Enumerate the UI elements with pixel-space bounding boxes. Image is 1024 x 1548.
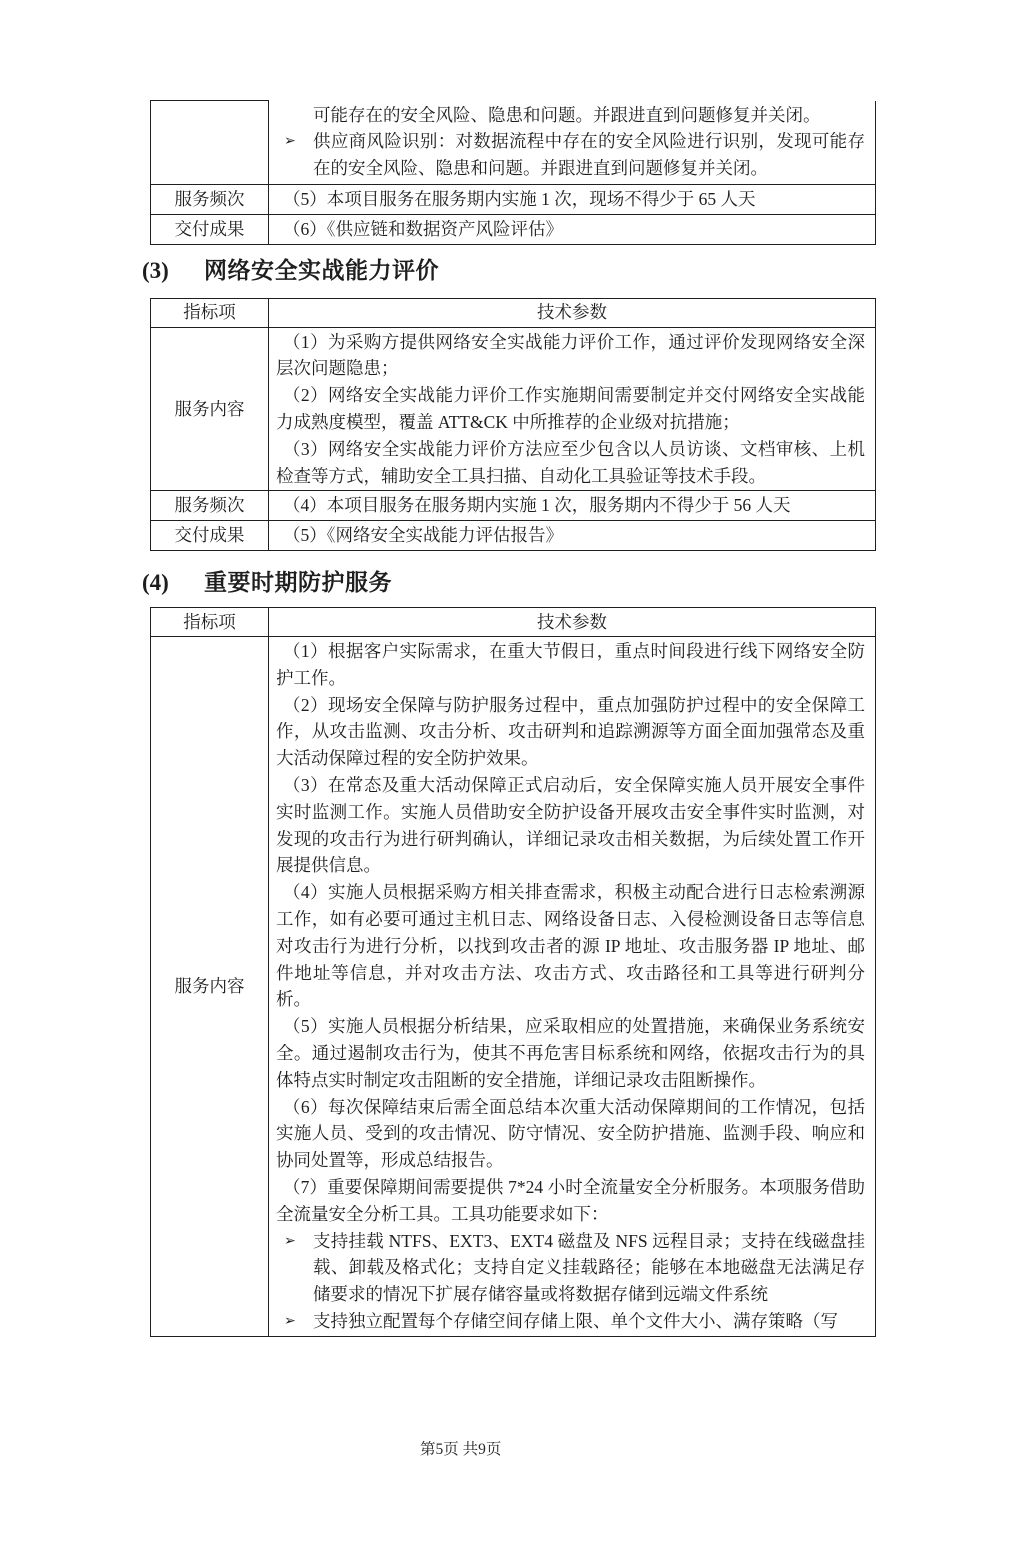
row-label: 服务频次 xyxy=(151,491,269,521)
table-row xyxy=(151,521,876,551)
service-content-cell xyxy=(269,636,876,1336)
deliverable-cell xyxy=(269,521,876,551)
row-label: 服务频次 xyxy=(151,185,269,215)
bullet-item xyxy=(276,128,865,182)
arrow-bullet-icon: ➢ xyxy=(284,1312,296,1329)
service-content-cell xyxy=(269,327,876,491)
section-4-heading xyxy=(142,568,1024,598)
table-supply-chain-risk xyxy=(150,100,876,245)
bullet-item xyxy=(276,1228,865,1308)
arrow-bullet-icon: ➢ xyxy=(284,133,296,150)
paragraph: （5）实施人员根据分析结果，应采取相应的处置措施，来确保业务系统安全。通过遏制攻击行为，使其不再危害目标系统和网络，依据攻击行为的具体特点实时制定攻击阻断的安全措施，详细记录攻击阻断操作。 xyxy=(276,1016,865,1090)
paragraph: （1）根据客户实际需求，在重大节假日，重点时间段进行线下网络安全防护工作。 xyxy=(276,640,865,688)
table-row xyxy=(151,636,876,1336)
section-number: (3) xyxy=(142,257,169,283)
bullet-item xyxy=(276,1308,865,1335)
table-row xyxy=(151,185,876,215)
section-3-heading xyxy=(142,256,1024,286)
deliverable-text: （5）《网络安全实战能力评估报告》 xyxy=(283,525,563,546)
continuation-text: 可能存在的安全风险、隐患和问题。并跟进直到问题修复并关闭。 xyxy=(313,104,821,125)
table-row xyxy=(151,214,876,244)
frequency-cell xyxy=(269,185,876,215)
table-combat-capability-evaluation xyxy=(150,298,876,551)
bullet-text: 支持独立配置每个存储空间存储上限、单个文件大小、满存策略（写 xyxy=(313,1310,838,1331)
table-header-row xyxy=(151,607,876,636)
section-title: 重要时期防护服务 xyxy=(204,569,392,595)
column-header: 指标项 xyxy=(151,607,269,636)
row-label: 服务内容 xyxy=(151,636,269,1336)
column-header: 指标项 xyxy=(151,298,269,327)
paragraph: （2）现场安全保障与防护服务过程中，重点加强防护过程中的安全保障工作，从攻击监测、攻击分析、攻击研判和追踪溯源等方面全面加强常态及重大活动保障过程的安全防护效果。 xyxy=(276,694,865,769)
deliverable-text: （6）《供应链和数据资产风险评估》 xyxy=(283,218,563,239)
service-content-continuation-cell xyxy=(269,101,876,185)
empty-label-cell xyxy=(151,101,269,185)
table-row xyxy=(151,491,876,521)
paragraph: （3）网络安全实战能力评价方法应至少包含以人员访谈、文档审核、上机检查等方式，辅助安全工具扫描、自动化工具验证等技术手段。 xyxy=(276,438,865,486)
paragraph: （4）实施人员根据采购方相关排查需求，积极主动配合进行日志检索溯源工作，如有必要可通过主机日志、网络设备日志、入侵检测设备日志等信息对攻击行为进行分析，以找到攻击者的源 IP 地址、攻击服务器 IP 地址、邮件地址等信息，并对攻击方法、攻击方式、攻击路径和工具等进行研判分析。 xyxy=(276,882,865,1010)
frequency-text: （4）本项目服务在服务期内实施 1 次，服务期内不得少于 56 人天 xyxy=(283,495,791,516)
page-number-indicator: 第5页 共9页 xyxy=(420,1441,502,1458)
bullet-text: 支持挂载 NTFS、EXT3、EXT4 磁盘及 NFS 远程目录；支持在线磁盘挂载、卸载及格式化；支持自定义挂载路径；能够在本地磁盘无法满足存储要求的情况下扩展存储容量或将数据存储到远端文件系统 xyxy=(313,1230,865,1305)
frequency-text: （5）本项目服务在服务期内实施 1 次，现场不得少于 65 人天 xyxy=(283,189,756,209)
bullet-text: 供应商风险识别：对数据流程中存在的安全风险进行识别，发现可能存在的安全风险、隐患和问题。并跟进直到问题修复并关闭。 xyxy=(313,131,865,179)
paragraph: （3）在常态及重大活动保障正式启动后，安全保障实施人员开展安全事件实时监测工作。实施人员借助安全防护设备开展攻击安全事件实时监测，对发现的攻击行为进行研判确认，详细记录攻击相关数据，为后续处置工作开展提供信息。 xyxy=(276,774,865,876)
table-row xyxy=(151,101,876,185)
section-number: (4) xyxy=(142,569,169,595)
paragraph: （2）网络安全实战能力评价工作实施期间需要制定并交付网络安全实战能力成熟度模型，覆盖 ATT&CK 中所推荐的企业级对抗措施； xyxy=(276,385,865,432)
paragraph: （6）每次保障结束后需全面总结本次重大活动保障期间的工作情况，包括实施人员、受到的攻击情况、防守情况、安全防护措施、监测手段、响应和协同处置等，形成总结报告。 xyxy=(276,1096,865,1171)
deliverable-cell xyxy=(269,214,876,244)
column-header: 技术参数 xyxy=(269,298,876,327)
row-label: 服务内容 xyxy=(151,327,269,491)
column-header: 技术参数 xyxy=(269,607,876,636)
row-label: 交付成果 xyxy=(151,521,269,551)
table-row xyxy=(151,327,876,491)
arrow-bullet-icon: ➢ xyxy=(284,1232,296,1249)
frequency-cell xyxy=(269,491,876,521)
row-label: 交付成果 xyxy=(151,214,269,244)
table-important-period-protection xyxy=(150,607,876,1337)
section-title: 网络安全实战能力评价 xyxy=(204,257,439,283)
paragraph: （1）为采购方提供网络安全实战能力评价工作，通过评价发现网络安全深层次问题隐患； xyxy=(276,331,865,379)
paragraph: （7）重要保障期间需要提供 7*24 小时全流量安全分析服务。本项服务借助全流量安全分析工具。工具功能要求如下： xyxy=(276,1176,865,1224)
table-header-row xyxy=(151,298,876,327)
